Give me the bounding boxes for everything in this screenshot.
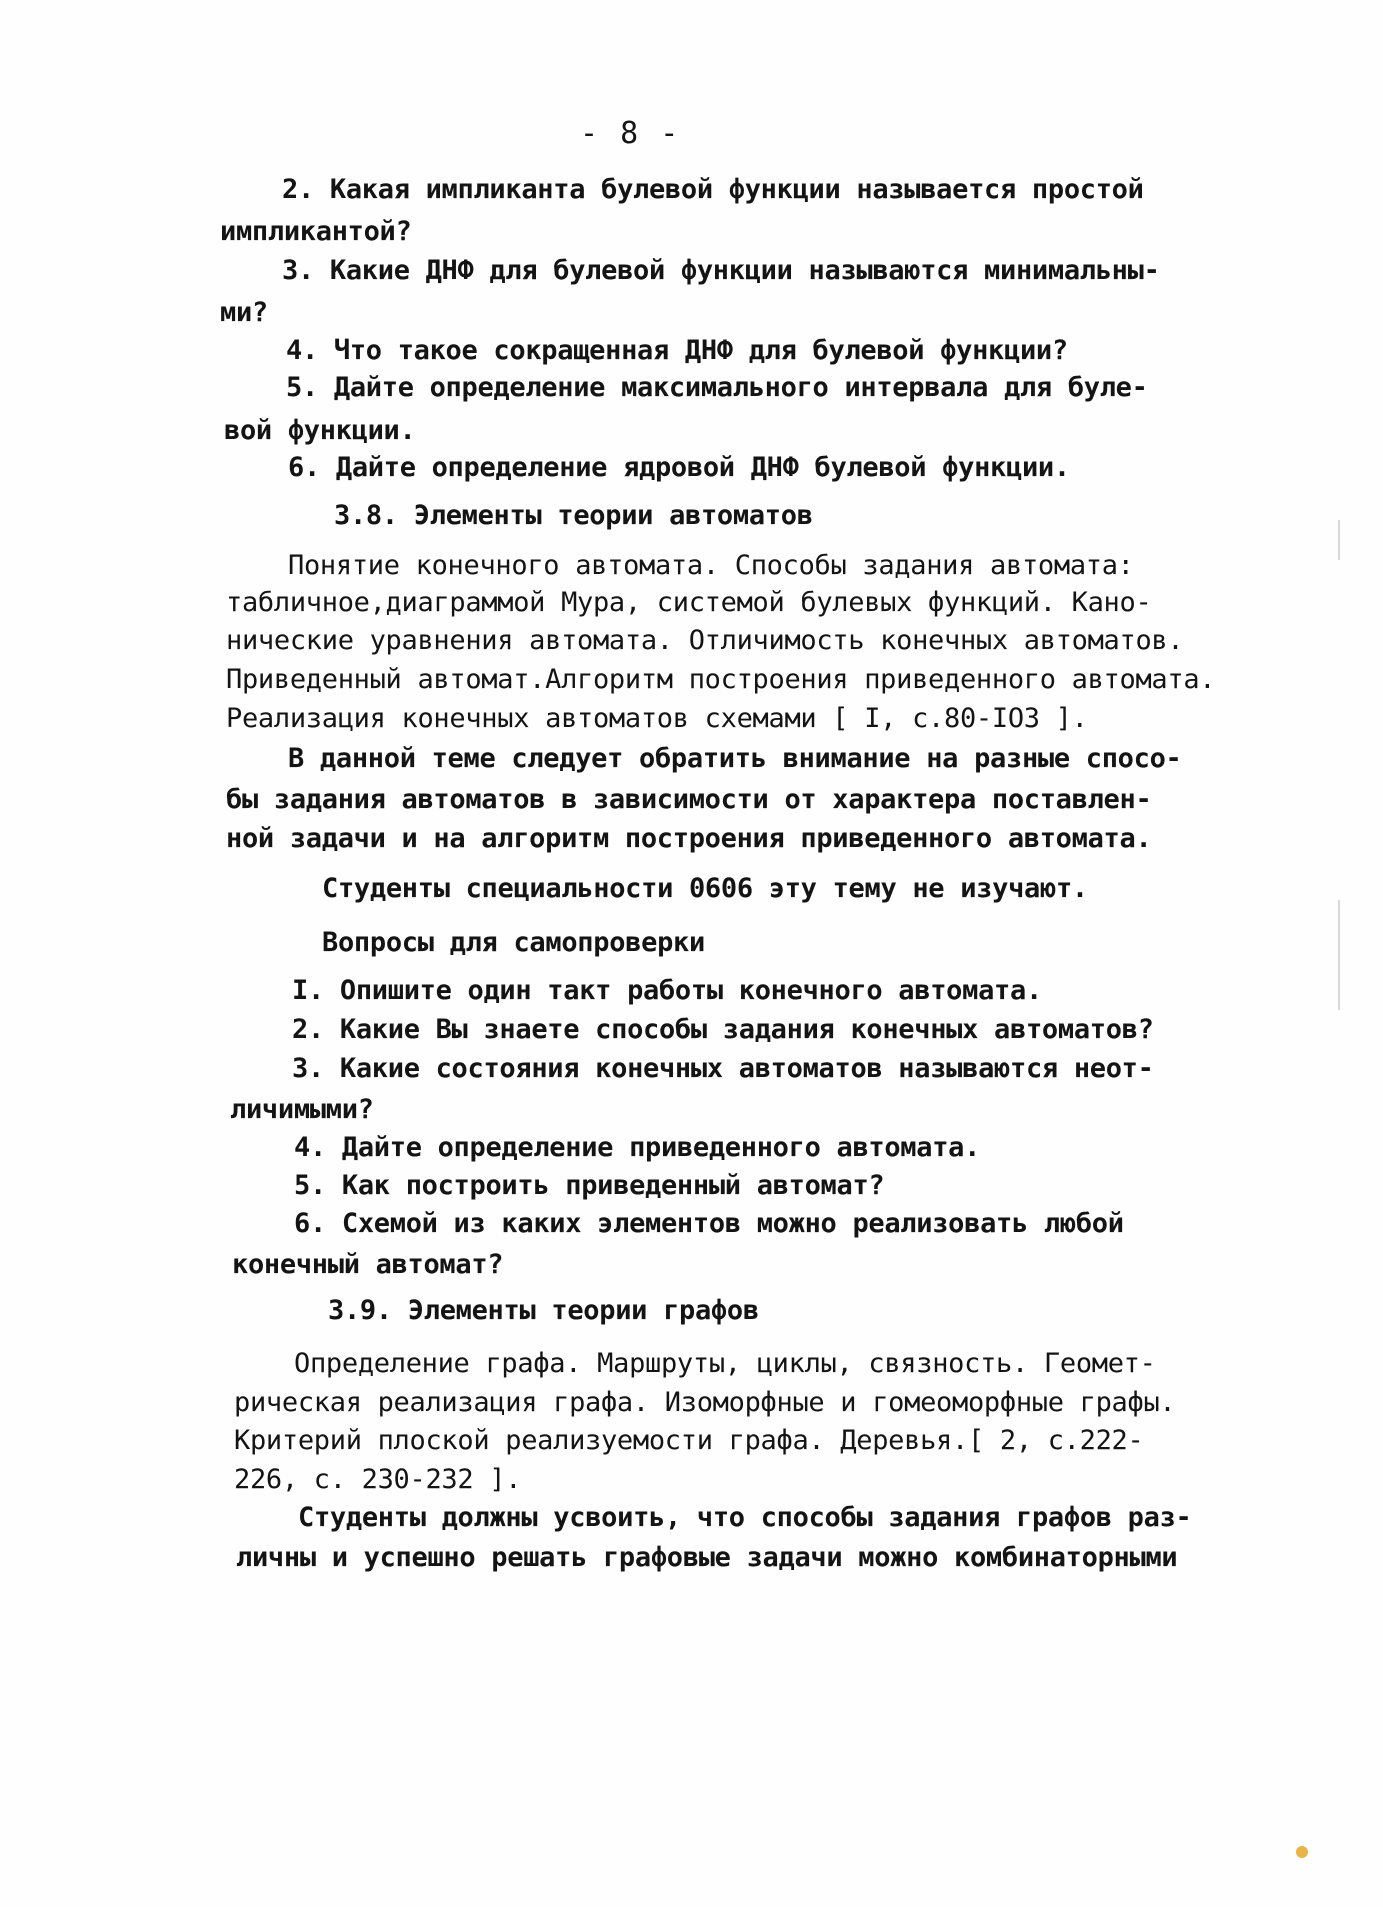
section-heading: 3.8. Элементы теории автоматов [334,500,813,531]
body-line: Студенты должны усвоить, что способы задания графов раз- [298,1502,1192,1533]
scan-spot [1296,1846,1308,1858]
body-line: бы задания автоматов в зависимости от характера поставлен- [226,784,1152,815]
section-heading: 3.9. Элементы теории графов [328,1295,759,1326]
body-line: нические уравнения автомата. Отличимость конечных автоматов. [226,625,1184,656]
subsection-heading: Вопросы для самопроверки [322,927,705,958]
body-line: личны и успешно решать графовые задачи можно комбинаторными [236,1542,1178,1573]
question-line: 2. Какая импликанта булевой функции называется простой [282,174,1144,205]
scan-edge-mark [1338,520,1340,560]
body-line: Реализация конечных автоматов схемами [ I, с.80-IO3 ]. [226,703,1088,734]
question-line: 3. Какие ДНФ для булевой функции называются минимальны- [282,255,1160,286]
question-line: 5. Дайте определение максимального интервала для буле- [286,372,1148,403]
scan-edge-mark [1338,900,1340,1010]
body-line: Студенты специальности 0606 эту тему не изучают. [322,873,1088,904]
question-line: 4. Дайте определение приведенного автомата. [294,1132,981,1163]
question-line: импликантой? [220,216,412,247]
page-number: - 8 - [580,116,681,151]
question-line: 3. Какие состояния конечных автоматов называются неот- [292,1053,1154,1084]
body-line: рическая реализация графа. Изоморфные и гомеоморфные графы. [234,1387,1176,1418]
body-line: 226, с. 230-232 ]. [234,1464,522,1495]
question-line: 4. Что такое сокращенная ДНФ для булевой функции? [286,335,1068,366]
question-line: вой функции. [224,415,416,446]
question-line: 6. Схемой из каких элементов можно реализовать любой [294,1208,1124,1239]
body-line: табличное,диаграммой Мура, системой булевых функций. Кано- [226,587,1152,618]
question-line: 6. Дайте определение ядровой ДНФ булевой функции. [288,452,1070,483]
body-line: В данной теме следует обратить внимание на разные спосо- [288,743,1182,774]
question-line: конечный автомат? [232,1249,504,1280]
question-line: личимыми? [230,1094,374,1125]
body-line: Приведенный автомат.Алгоритм построения приведенного автомата. [226,664,1216,695]
body-line: Критерий плоской реализуемости графа. Деревья.[ 2, с.222- [234,1425,1144,1456]
question-line: ми? [220,297,268,328]
body-line: Понятие конечного автомата. Способы задания автомата: [288,550,1134,581]
body-line: Определение графа. Маршруты, циклы, связность. Геомет- [294,1348,1156,1379]
question-line: I. Опишите один такт работы конечного автомата. [292,975,1042,1006]
body-line: ной задачи и на алгоритм построения приведенного автомата. [226,823,1152,854]
question-line: 5. Как построить приведенный автомат? [294,1170,885,1201]
question-line: 2. Какие Вы знаете способы задания конечных автоматов? [292,1014,1154,1045]
